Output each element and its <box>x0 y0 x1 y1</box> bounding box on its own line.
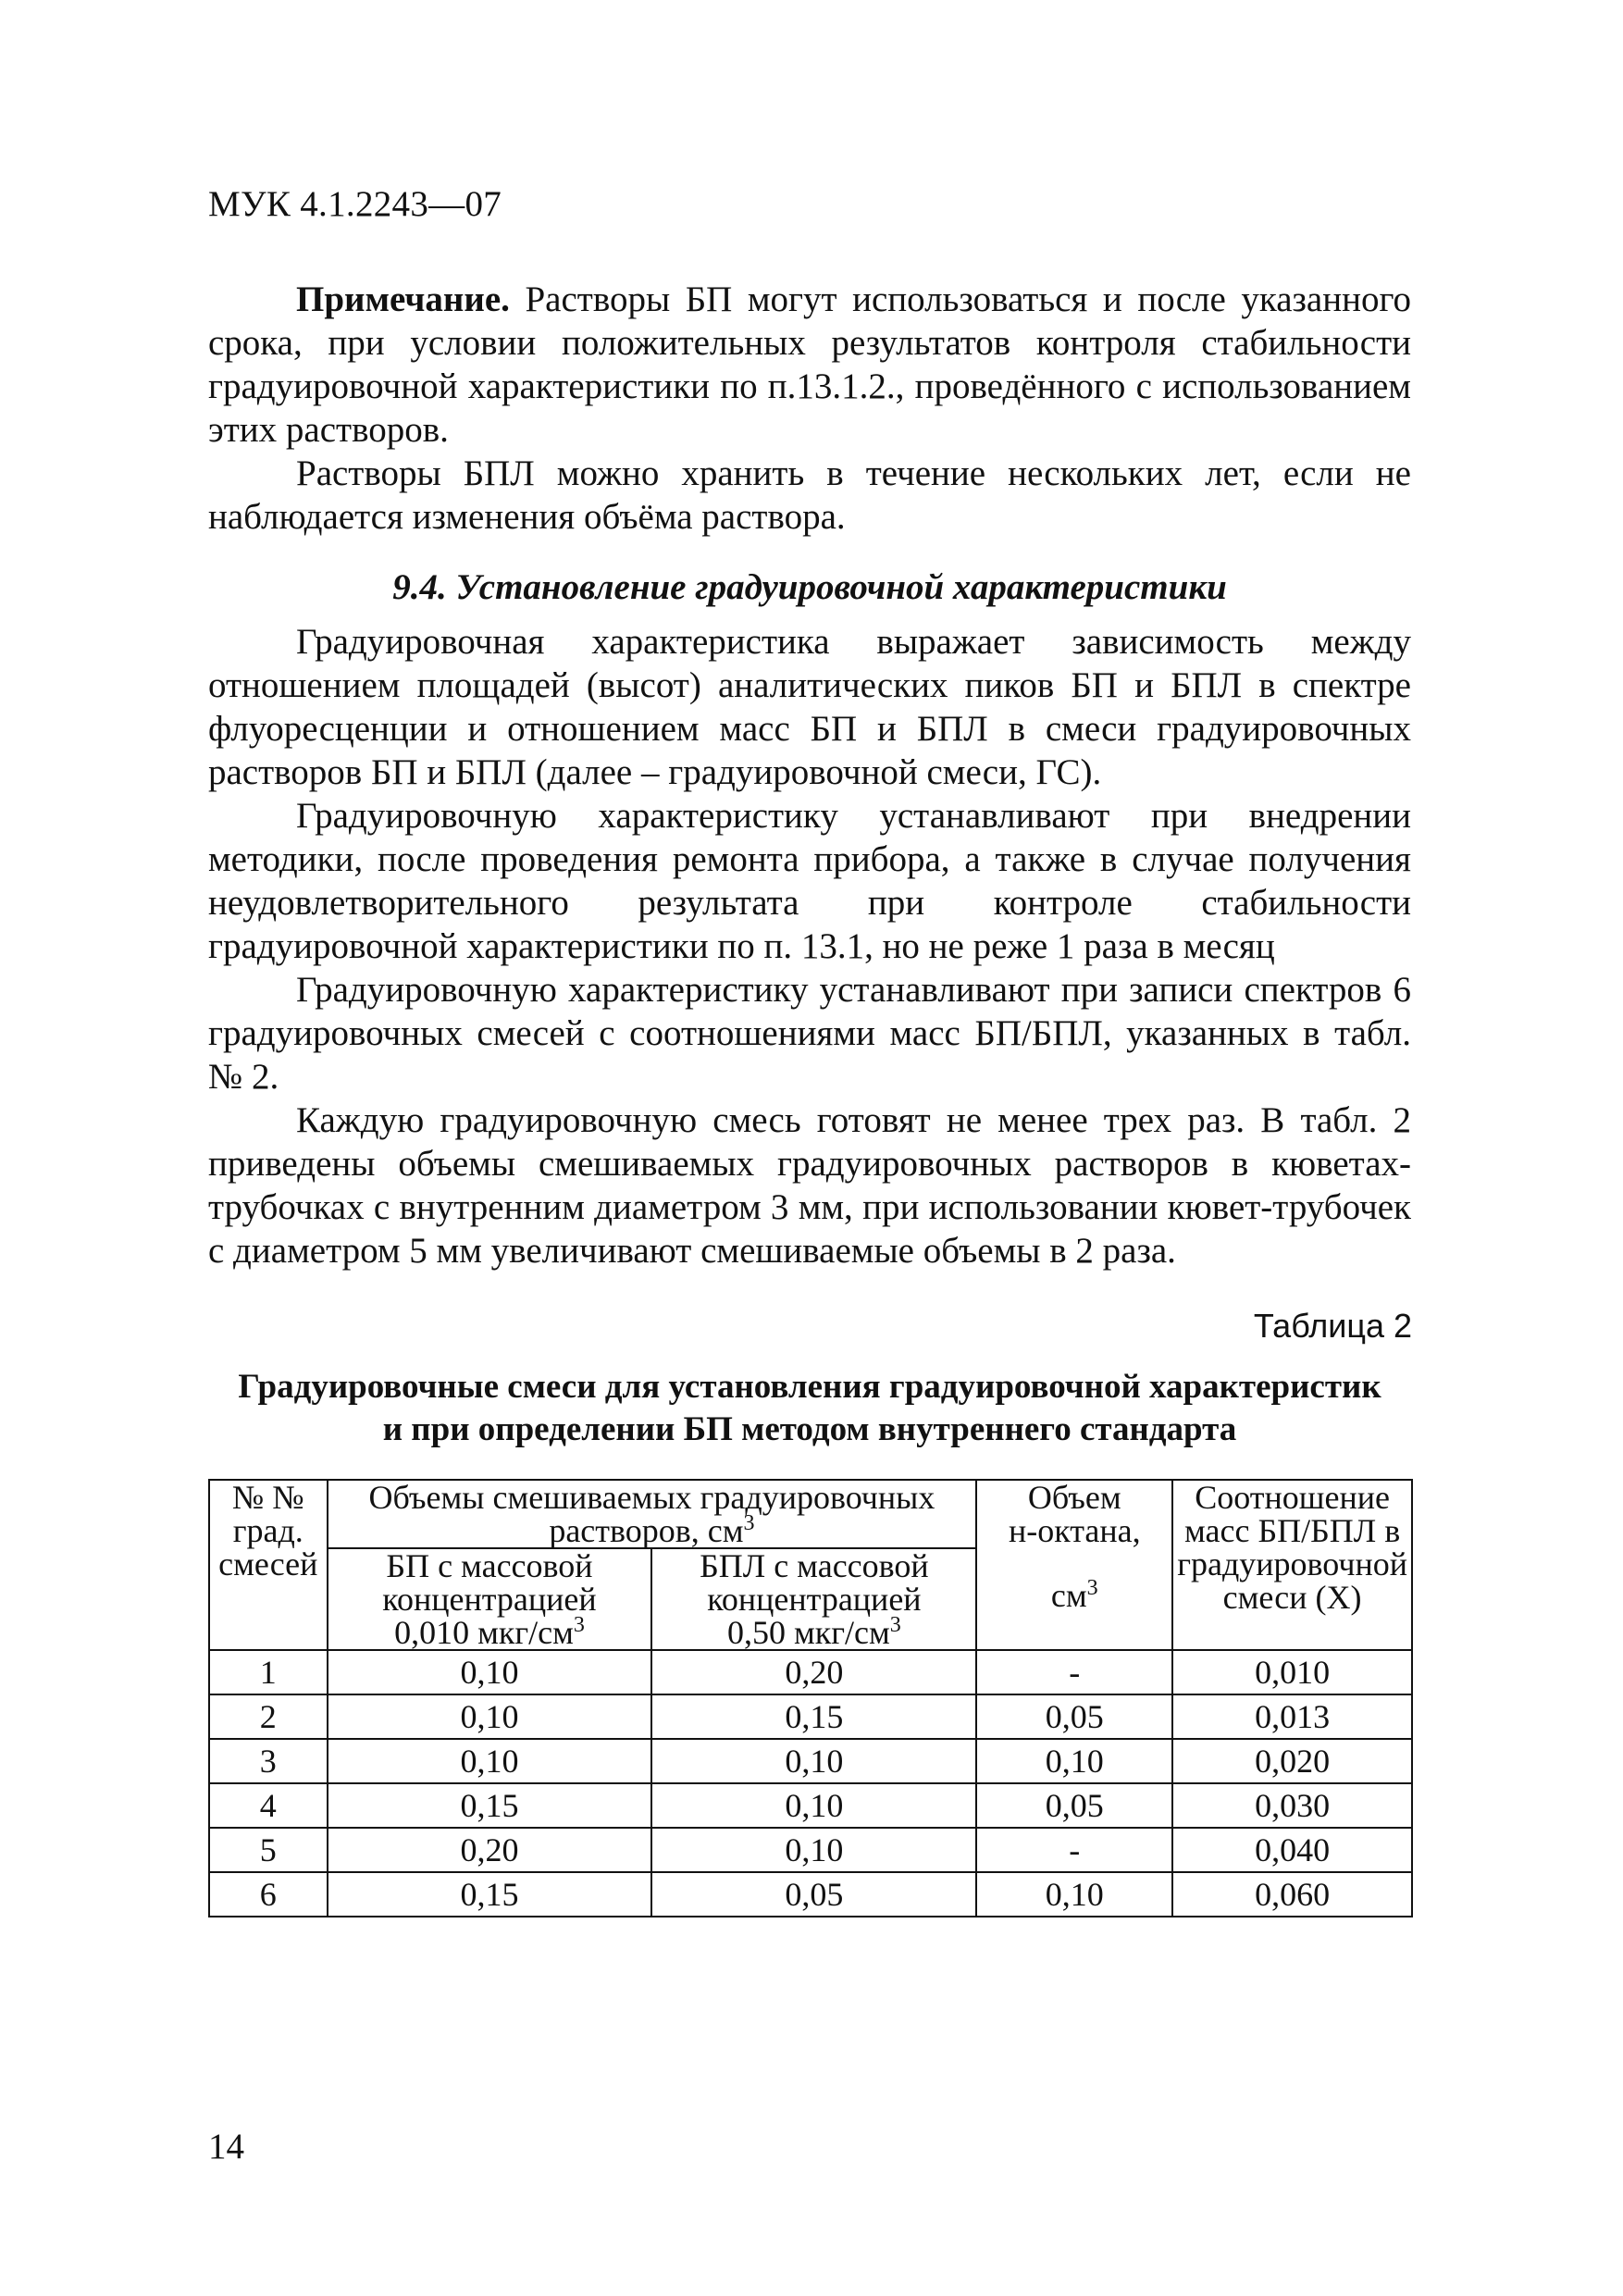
table-cell: 0,15 <box>651 1694 976 1739</box>
table-cell: 0,05 <box>976 1694 1172 1739</box>
table-cell: 2 <box>209 1694 328 1739</box>
table-label: Таблица 2 <box>1253 1307 1412 1345</box>
table-cell: 0,20 <box>328 1828 652 1872</box>
table-cell: 0,05 <box>976 1783 1172 1828</box>
header-line: смесей <box>218 1545 318 1582</box>
mixtures-table <box>208 1479 1413 1917</box>
superscript: 3 <box>889 1613 901 1637</box>
header-line: смеси (X) <box>1222 1579 1362 1616</box>
table-cell: 0,020 <box>1172 1739 1412 1783</box>
note-paragraph <box>208 278 1411 452</box>
header-line <box>332 1613 648 1651</box>
header-text: Объемы смешиваемых градуировочных растворов, см <box>368 1479 935 1549</box>
table-cell: 0,10 <box>328 1650 652 1694</box>
note-label: Примечание. <box>296 279 510 319</box>
table-body <box>209 1650 1412 1917</box>
table-row <box>209 1650 1412 1694</box>
header-line: № № <box>231 1479 304 1516</box>
superscript: 3 <box>573 1613 585 1637</box>
table-cell: - <box>976 1650 1172 1694</box>
header-text: 0,50 мкг/см <box>726 1614 890 1651</box>
paragraph: Градуировочную характеристику устанавливают при записи спектров 6 градуировочных смесей с соотношениями масс БП/БПЛ, указанных в табл. № 2. <box>208 970 1411 1097</box>
table-row <box>209 1783 1412 1828</box>
col-header-bpl <box>651 1548 976 1650</box>
table-row <box>209 1872 1412 1917</box>
table-cell: 0,10 <box>651 1739 976 1783</box>
table-header-row <box>209 1480 1412 1548</box>
table-cell: 0,030 <box>1172 1783 1412 1828</box>
page-number: 14 <box>208 2127 244 2166</box>
table-cell: 0,060 <box>1172 1872 1412 1917</box>
header-line: БПЛ с массовой <box>700 1547 929 1584</box>
col-header-ratio <box>1172 1480 1412 1650</box>
table-cell: 1 <box>209 1650 328 1694</box>
table-cell: 0,10 <box>651 1828 976 1872</box>
table-cell: 0,10 <box>328 1739 652 1783</box>
col-header-number <box>209 1480 328 1650</box>
table-row <box>209 1694 1412 1739</box>
col-header-volumes <box>328 1480 977 1548</box>
table-cell: 0,10 <box>328 1694 652 1739</box>
header-line <box>656 1613 972 1651</box>
table-cell: 3 <box>209 1739 328 1783</box>
note-paragraph-2: Растворы БПЛ можно хранить в течение нескольких лет, если не наблюдается изменения объёма раствора. <box>208 453 1411 537</box>
table-cell: 0,10 <box>651 1783 976 1828</box>
table-cell: 0,20 <box>651 1650 976 1694</box>
table-cell: 0,013 <box>1172 1694 1412 1739</box>
header-line <box>981 1576 1168 1614</box>
note-text: Растворы БП могут использоваться и после указанного срока, при условии положительных результатов контроля стабильности градуировочной характеристики по п.13.1.2., проведённого с использованием этих растворов. <box>208 279 1411 450</box>
table-cell: 0,010 <box>1172 1650 1412 1694</box>
paragraph: Градуировочную характеристику устанавливают при внедрении методики, после проведения ремонта прибора, а также в случае получения неудовлетворительного результата при контроле стабильности градуировочной характеристики по п. 13.1, но не реже 1 раза в месяц <box>208 796 1411 966</box>
table-cell: 0,05 <box>651 1872 976 1917</box>
main-text <box>208 620 1411 1272</box>
table-cell: 4 <box>209 1783 328 1828</box>
table-cell: - <box>976 1828 1172 1872</box>
header-line: БП с массовой <box>386 1547 593 1584</box>
note-block <box>208 278 1411 539</box>
table-row <box>209 1739 1412 1783</box>
table-row <box>209 1828 1412 1872</box>
document-header: МУК 4.1.2243—07 <box>208 184 502 224</box>
header-line: н-октана, <box>1008 1512 1141 1549</box>
table-cell: 0,15 <box>328 1783 652 1828</box>
header-line: градуировочной <box>1177 1545 1407 1582</box>
paragraph: Градуировочная характеристика выражает зависимость между отношением площадей (высот) аналитических пиков БП и БПЛ в спектре флуоресценции и отношением масс БП и БПЛ в смеси градуировочных растворов БП и БПЛ (далее – градуировочной смеси, ГС). <box>208 622 1411 792</box>
col-header-octane <box>976 1480 1172 1650</box>
table-cell: 6 <box>209 1872 328 1917</box>
section-title: 9.4. Установление градуировочной характеристики <box>392 567 1227 607</box>
header-line: град. <box>232 1512 304 1549</box>
table-cell: 0,10 <box>976 1872 1172 1917</box>
table-cell: 0,15 <box>328 1872 652 1917</box>
superscript: 3 <box>1086 1576 1098 1600</box>
table-cell: 0,10 <box>976 1739 1172 1783</box>
table-title <box>208 1366 1411 1451</box>
header-text: 0,010 мкг/см <box>394 1614 574 1651</box>
col-header-bp <box>328 1548 652 1650</box>
header-line: концентрацией <box>707 1581 922 1618</box>
header-line: концентрацией <box>382 1581 597 1618</box>
superscript: 3 <box>743 1511 755 1535</box>
header-line: масс БП/БПЛ в <box>1183 1512 1401 1549</box>
header-line: Соотношение <box>1195 1479 1390 1516</box>
header-text: см <box>1050 1577 1087 1614</box>
paragraph: Каждую градуировочную смесь готовят не менее трех раз. В табл. 2 приведены объемы смешиваемых градуировочных растворов в кюветах-трубочках с внутренним диаметром 3 мм, при использовании кювет-трубочек с диаметром 5 мм увеличивают смешиваемые объемы в 2 раза. <box>208 1100 1411 1271</box>
table-cell: 0,040 <box>1172 1828 1412 1872</box>
header-line: Объем <box>1027 1479 1121 1516</box>
table-title-line: Градуировочные смеси для установления градуировочной характеристик <box>238 1368 1381 1406</box>
table-cell: 5 <box>209 1828 328 1872</box>
table-title-line: и при определении БП методом внутреннего стандарта <box>382 1410 1237 1448</box>
